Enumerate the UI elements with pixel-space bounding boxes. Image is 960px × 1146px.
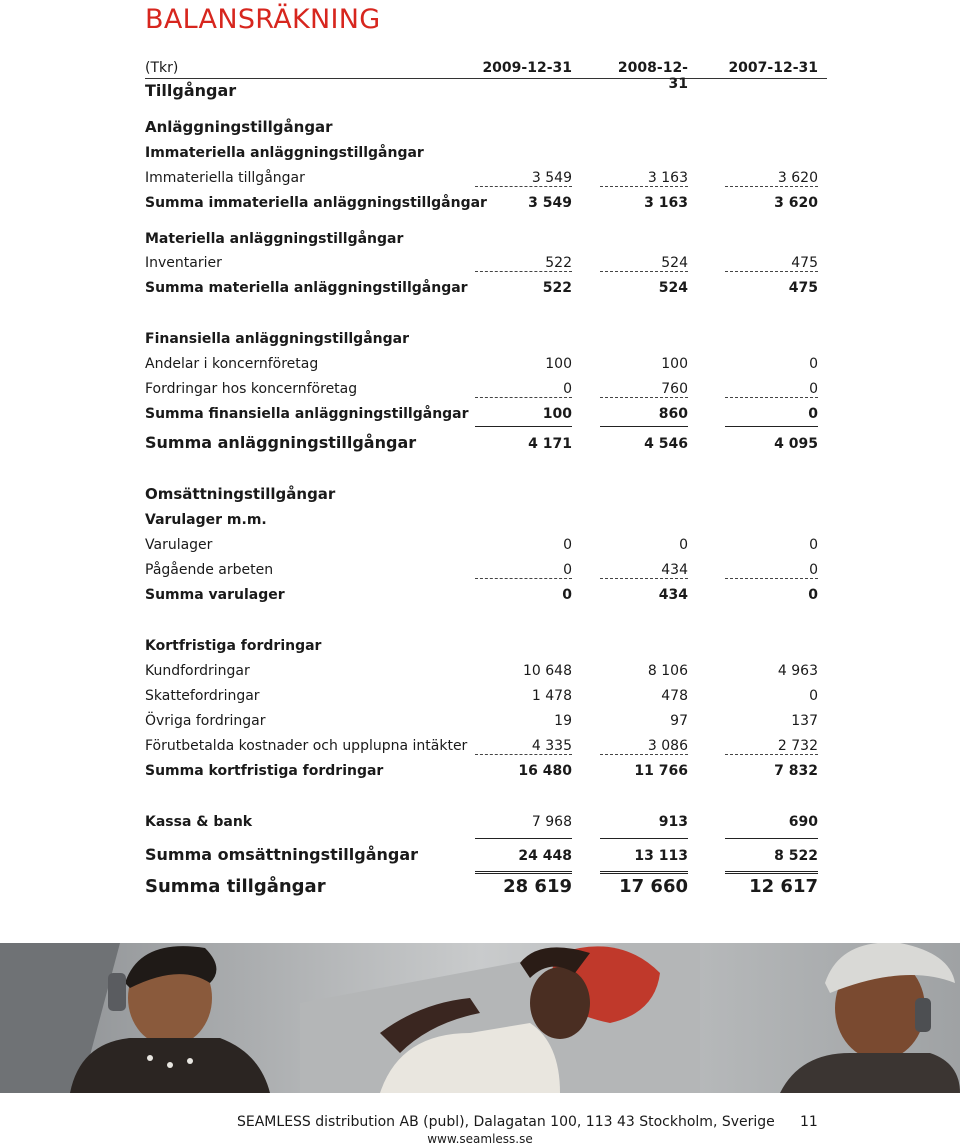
- table-row: Fordringar hos koncernföretag 0 760 0: [145, 381, 818, 397]
- column-2008: 2008-12-31: [617, 60, 688, 92]
- unit-label: (Tkr): [145, 60, 179, 76]
- divider: [600, 578, 688, 579]
- column-2009: 2009-12-31: [482, 60, 572, 76]
- table-row: Inventarier 522 524 475: [145, 255, 818, 271]
- section-heading: Omsättningstillgångar: [145, 485, 336, 503]
- website-link[interactable]: www.seamless.se: [427, 1132, 533, 1146]
- grand-total-row: Summa tillgångar 28 619 17 660 12 617: [145, 876, 818, 897]
- divider: [725, 578, 818, 579]
- people-photo: [0, 943, 960, 1093]
- divider: [475, 271, 572, 272]
- subsection-heading: Materiella anläggningstillgångar: [145, 231, 404, 247]
- divider: [475, 397, 572, 398]
- divider: [475, 426, 572, 427]
- divider: [600, 271, 688, 272]
- table-row: Pågående arbeten 0 434 0: [145, 562, 818, 578]
- page-footer: [0, 1112, 960, 1144]
- table-row: Kundfordringar 10 648 8 106 4 963: [145, 663, 818, 679]
- divider: [475, 578, 572, 579]
- table-row: Andelar i koncernföretag 100 100 0: [145, 356, 818, 372]
- total-row: Summa omsättningstillgångar 24 448 13 113 8 522: [145, 845, 818, 864]
- sum-row: Summa kortfristiga fordringar 16 480 11 766 7 832: [145, 763, 818, 779]
- total-row: Summa anläggningstillgångar 4 171 4 546 4 095: [145, 433, 818, 452]
- divider: [725, 426, 818, 427]
- section-heading: Anläggningstillgångar: [145, 118, 333, 136]
- subsection-heading: Kortfristiga fordringar: [145, 638, 322, 654]
- column-2007: 2007-12-31: [728, 60, 818, 76]
- sum-row: Summa materiella anläggningstillgångar 522 524 475: [145, 280, 818, 296]
- divider: [600, 186, 688, 187]
- divider: [725, 271, 818, 272]
- divider: [725, 397, 818, 398]
- divider: [600, 426, 688, 427]
- subsection-heading: Finansiella anläggningstillgångar: [145, 331, 409, 347]
- divider: [600, 397, 688, 398]
- divider: [600, 754, 688, 755]
- divider: [475, 871, 572, 874]
- sum-row: Summa immateriella anläggningstillgångar 3 549 3 163 3 620: [145, 195, 818, 211]
- divider: [725, 754, 818, 755]
- sum-row: Summa varulager 0 434 0: [145, 587, 818, 603]
- company-address: SEAMLESS distribution AB (publ), Dalagatan 100, 113 43 Stockholm, Sverige: [237, 1114, 775, 1130]
- subsection-heading: Varulager m.m.: [145, 512, 267, 528]
- page-number: 11: [800, 1114, 818, 1130]
- divider: [475, 186, 572, 187]
- table-row: Skattefordringar 1 478 478 0: [145, 688, 818, 704]
- divider: [600, 871, 688, 874]
- subsection-heading: Immateriella anläggningstillgångar: [145, 145, 424, 161]
- divider: [725, 838, 818, 839]
- divider: [475, 838, 572, 839]
- divider: [600, 838, 688, 839]
- section-title: Tillgångar: [145, 81, 237, 100]
- divider: [725, 186, 818, 187]
- page-title: BALANSRÄKNING: [145, 4, 381, 35]
- table-row: Förutbetalda kostnader och upplupna intäkter 4 335 3 086 2 732: [145, 738, 818, 754]
- sum-row: Summa finansiella anläggningstillgångar 100 860 0: [145, 406, 818, 422]
- divider: [475, 754, 572, 755]
- table-row: Övriga fordringar 19 97 137: [145, 713, 818, 729]
- table-row: Varulager 0 0 0: [145, 537, 818, 553]
- divider: [725, 871, 818, 874]
- table-row: Kassa & bank 7 968 913 690: [145, 814, 818, 830]
- table-row: Immateriella tillgångar 3 549 3 163 3 620: [145, 170, 818, 186]
